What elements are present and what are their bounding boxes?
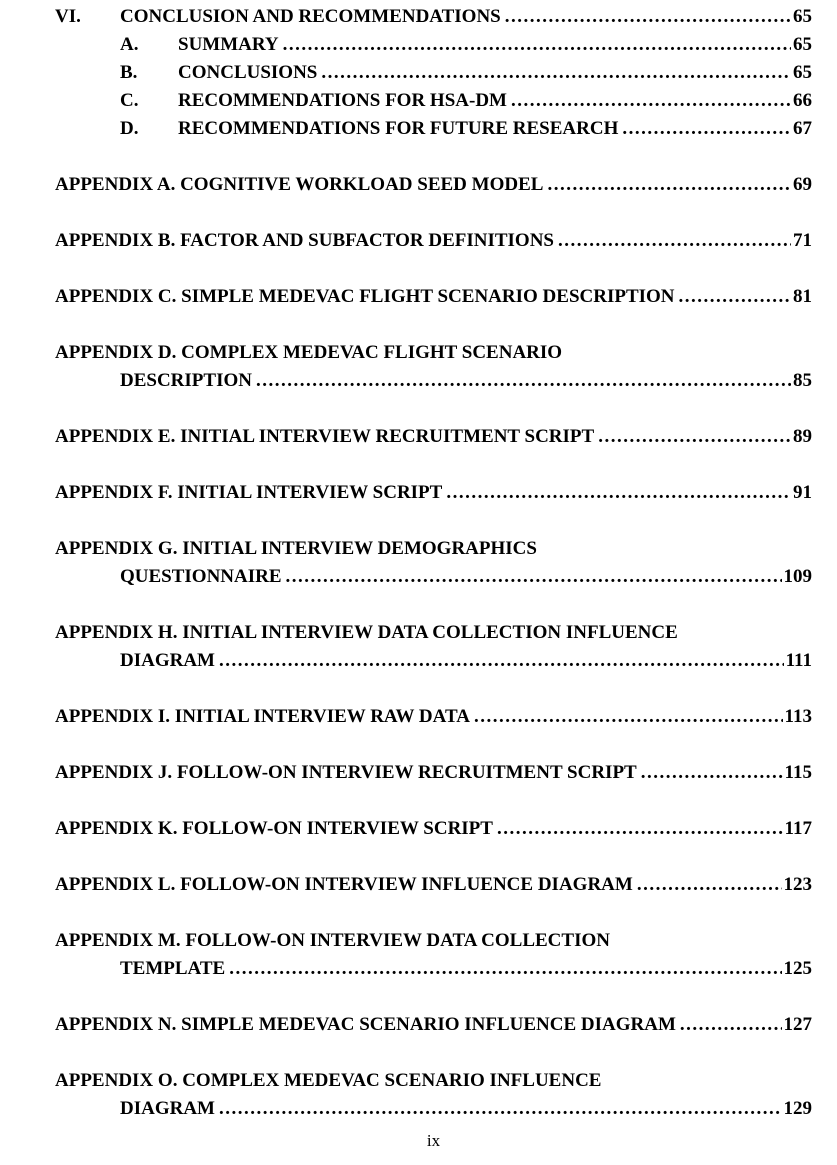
appendix-title: APPENDIX M. FOLLOW-ON INTERVIEW DATA COLLECTION: [55, 930, 610, 951]
appendix-title: APPENDIX D. COMPLEX MEDEVAC FLIGHT SCENARIO: [55, 342, 563, 363]
toc-subentry[interactable]: [120, 31, 812, 59]
appendix-entry-line: [55, 703, 812, 731]
toc-appendix-entry[interactable]: [55, 703, 812, 731]
dot-leader: [622, 115, 791, 143]
appendix-entry-line: [55, 759, 812, 787]
appendix-title: APPENDIX J. FOLLOW-ON INTERVIEW RECRUITMENT SCRIPT: [55, 762, 637, 783]
subentry-title: SUMMARY: [178, 34, 279, 55]
dot-leader: [679, 283, 791, 311]
subentry-page-number: 65: [793, 62, 812, 83]
appendix-entry-line: [55, 283, 812, 311]
subentry-letter: D.: [120, 118, 139, 139]
appendix-entry-continuation-line: [120, 367, 812, 395]
dot-leader: [474, 703, 783, 731]
dot-leader: [505, 3, 791, 31]
toc-subentry[interactable]: [120, 59, 812, 87]
appendix-entry-line: [55, 423, 812, 451]
dot-leader: [497, 815, 783, 843]
appendix-title: APPENDIX K. FOLLOW-ON INTERVIEW SCRIPT: [55, 818, 493, 839]
appendix-entry-line: [55, 619, 812, 647]
dot-leader: [286, 563, 782, 591]
dot-leader: [283, 31, 791, 59]
appendix-title: APPENDIX B. FACTOR AND SUBFACTOR DEFINITIONS: [55, 230, 554, 251]
appendix-entry-continuation-line: [120, 563, 812, 591]
appendix-entry-line: [55, 171, 812, 199]
subentry-page-number: 66: [793, 90, 812, 111]
subentry-page-number: 67: [793, 118, 812, 139]
appendix-continuation-title: DIAGRAM: [120, 650, 215, 671]
subentry-title: RECOMMENDATIONS FOR HSA-DM: [178, 90, 507, 111]
dot-leader: [641, 759, 783, 787]
toc-appendix-entry[interactable]: [55, 815, 812, 843]
subentry-title: RECOMMENDATIONS FOR FUTURE RESEARCH: [178, 118, 619, 139]
dot-leader: [680, 1011, 782, 1039]
appendix-page-number: 109: [783, 566, 812, 587]
appendix-entry-line: [55, 227, 812, 255]
dot-leader: [598, 423, 791, 451]
appendix-title: APPENDIX L. FOLLOW-ON INTERVIEW INFLUENCE DIAGRAM: [55, 874, 633, 895]
table-of-contents-page: [55, 3, 812, 1155]
appendix-entry-line: [55, 871, 812, 899]
appendix-page-number: 111: [785, 650, 812, 671]
appendix-title: APPENDIX I. INITIAL INTERVIEW RAW DATA: [55, 706, 470, 727]
appendix-page-number: 91: [793, 482, 812, 503]
toc-appendix-entry[interactable]: [55, 535, 812, 591]
appendix-entry-line: [55, 815, 812, 843]
appendix-page-number: 129: [783, 1098, 812, 1119]
appendix-title: APPENDIX H. INITIAL INTERVIEW DATA COLLECTION INFLUENCE: [55, 622, 678, 643]
appendix-page-number: 71: [793, 230, 812, 251]
appendix-continuation-title: DESCRIPTION: [120, 370, 252, 391]
toc-appendix-entry[interactable]: [55, 759, 812, 787]
appendix-continuation-title: QUESTIONNAIRE: [120, 566, 282, 587]
toc-appendix-entry[interactable]: [55, 339, 812, 395]
chapter-title: CONCLUSION AND RECOMMENDATIONS: [120, 6, 501, 27]
dot-leader: [558, 227, 791, 255]
chapter-number: VI.: [55, 6, 81, 27]
dot-leader: [219, 1095, 782, 1123]
dot-leader: [229, 955, 781, 983]
subentry-letter: B.: [120, 62, 138, 83]
chapter-subentries: [55, 31, 812, 143]
appendix-entry-line: [55, 535, 812, 563]
appendix-title: APPENDIX N. SIMPLE MEDEVAC SCENARIO INFLUENCE DIAGRAM: [55, 1014, 676, 1035]
appendix-page-number: 117: [784, 818, 812, 839]
appendix-title: APPENDIX C. SIMPLE MEDEVAC FLIGHT SCENARIO DESCRIPTION: [55, 286, 675, 307]
dot-leader: [547, 171, 791, 199]
appendix-entry-line: [55, 1011, 812, 1039]
toc-appendix-entry[interactable]: [55, 1011, 812, 1039]
toc-appendix-entry[interactable]: [55, 871, 812, 899]
appendix-page-number: 81: [793, 286, 812, 307]
subentry-letter: C.: [120, 90, 139, 111]
toc-appendix-entry[interactable]: [55, 283, 812, 311]
dot-leader: [446, 479, 791, 507]
appendix-continuation-title: TEMPLATE: [120, 958, 226, 979]
appendix-entry-line: [55, 927, 812, 955]
appendix-page-number: 127: [783, 1014, 812, 1035]
chapter-page-number: 65: [793, 6, 812, 27]
appendix-entry-continuation-line: [120, 955, 812, 983]
appendix-page-number: 69: [793, 174, 812, 195]
appendix-entry-line: [55, 1067, 812, 1095]
toc-appendix-entry[interactable]: [55, 171, 812, 199]
appendix-title: APPENDIX O. COMPLEX MEDEVAC SCENARIO INFLUENCE: [55, 1070, 602, 1091]
appendix-page-number: 125: [783, 958, 812, 979]
toc-appendix-entry[interactable]: [55, 423, 812, 451]
dot-leader: [321, 59, 791, 87]
appendix-continuation-title: DIAGRAM: [120, 1098, 215, 1119]
toc-subentry[interactable]: [120, 115, 812, 143]
toc-appendix-entry[interactable]: [55, 619, 812, 675]
dot-leader: [511, 87, 791, 115]
subentry-page-number: 65: [793, 34, 812, 55]
toc-appendix-entry[interactable]: [55, 1067, 812, 1123]
dot-leader: [637, 871, 782, 899]
appendix-page-number: 85: [793, 370, 812, 391]
page-footer: [55, 1127, 812, 1155]
appendix-entry-continuation-line: [120, 1095, 812, 1123]
appendix-page-number: 113: [784, 706, 812, 727]
toc-appendix-entry[interactable]: [55, 927, 812, 983]
dot-leader: [219, 647, 784, 675]
toc-chapter-entry[interactable]: [55, 3, 812, 31]
appendix-title: APPENDIX E. INITIAL INTERVIEW RECRUITMENT SCRIPT: [55, 426, 595, 447]
appendix-list: [55, 171, 812, 1123]
toc-appendix-entry[interactable]: [55, 227, 812, 255]
appendix-title: APPENDIX A. COGNITIVE WORKLOAD SEED MODEL: [55, 174, 544, 195]
appendix-title: APPENDIX F. INITIAL INTERVIEW SCRIPT: [55, 482, 443, 503]
appendix-page-number: 89: [793, 426, 812, 447]
toc-appendix-entry[interactable]: [55, 479, 812, 507]
toc-subentry[interactable]: [120, 87, 812, 115]
appendix-entry-line: [55, 339, 812, 367]
subentry-letter: A.: [120, 34, 139, 55]
appendix-title: APPENDIX G. INITIAL INTERVIEW DEMOGRAPHICS: [55, 538, 537, 559]
chapter-section: [55, 3, 812, 143]
appendix-entry-line: [55, 479, 812, 507]
dot-leader: [256, 367, 791, 395]
appendix-page-number: 123: [783, 874, 812, 895]
appendix-page-number: 115: [784, 762, 812, 783]
folio-page-number: ix: [426, 1131, 441, 1150]
subentry-title: CONCLUSIONS: [178, 62, 318, 83]
appendix-entry-continuation-line: [120, 647, 812, 675]
